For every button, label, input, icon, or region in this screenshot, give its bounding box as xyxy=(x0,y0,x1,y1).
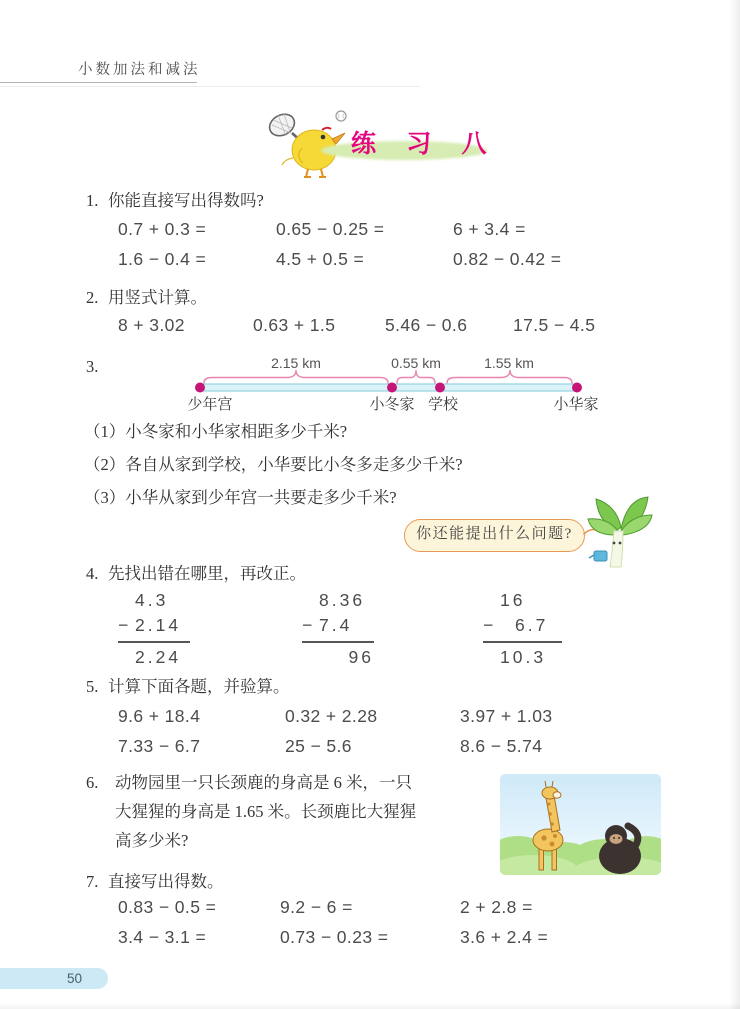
distance-label: 1.55 km xyxy=(484,355,534,371)
location-dot xyxy=(387,383,397,393)
location-label: 小冬家 xyxy=(369,397,415,413)
equation: 3.4 − 3.1 = xyxy=(118,927,207,947)
problem-6-number: 6. xyxy=(86,773,99,792)
problem-7-title: 直接写出得数。 xyxy=(108,872,224,891)
calc-result: 96 xyxy=(348,646,374,667)
calc-result: 10.3 xyxy=(500,646,547,667)
equation: 0.65 − 0.25 = xyxy=(276,219,385,239)
calc-operator: − xyxy=(118,615,129,635)
distance-number-line-diagram xyxy=(0,346,740,416)
problem-1-number: 1. xyxy=(86,191,99,210)
location-dot xyxy=(195,383,205,393)
vertical-calc-3 xyxy=(483,588,562,670)
problem-5-heading xyxy=(86,676,290,698)
equation: 17.5 − 4.5 xyxy=(513,315,596,335)
equation: 0.32 + 2.28 xyxy=(285,706,378,726)
calc-bottom: 6.7 xyxy=(515,615,549,635)
calc-top: 4.3 xyxy=(135,590,169,610)
problem-1-heading xyxy=(86,190,264,212)
problem-4-title: 先找出错在哪里，再改正。 xyxy=(108,564,306,583)
page-edge-shadow xyxy=(730,0,740,1009)
problem-3-question-3: （3）小华从家到少年宫一共要走多少千米? xyxy=(84,488,397,507)
calc-bottom: 2.14 xyxy=(135,615,182,635)
location-label: 学校 xyxy=(427,397,459,413)
brace-marks xyxy=(204,370,572,383)
problem-1-title: 你能直接写出得数吗? xyxy=(108,191,264,210)
equation: 1.6 − 0.4 = xyxy=(118,249,207,269)
problem-2-number: 2. xyxy=(86,288,99,307)
problem-4-heading xyxy=(86,563,306,585)
problem-5-number: 5. xyxy=(86,677,99,696)
equation: 0.63 + 1.5 xyxy=(253,315,336,335)
equation: 9.6 + 18.4 xyxy=(118,706,201,726)
equation: 8 + 3.02 xyxy=(118,315,185,335)
equation: 4.5 + 0.5 = xyxy=(276,249,365,269)
problem-3-number: 3. xyxy=(86,357,99,376)
cabbage-character-icon xyxy=(586,489,654,573)
problem-2-title: 用竖式计算。 xyxy=(108,288,207,307)
problem-7-heading xyxy=(86,871,224,893)
equation: 3.97 + 1.03 xyxy=(460,706,553,726)
vertical-calc-2 xyxy=(302,588,374,670)
equation: 2 + 2.8 = xyxy=(460,897,533,917)
distance-label: 2.15 km xyxy=(271,355,321,371)
problem-4-number: 4. xyxy=(86,564,99,583)
calc-operator: − xyxy=(302,615,313,635)
calc-bottom: 7.4 xyxy=(319,615,353,635)
problem-5-title: 计算下面各题，并验算。 xyxy=(108,677,290,696)
equation: 6 + 3.4 = xyxy=(453,219,526,239)
chapter-title: 小数加法和减法 xyxy=(78,62,201,78)
distance-label: 0.55 km xyxy=(391,355,441,371)
problem-6-heading xyxy=(86,772,108,794)
calc-rule xyxy=(118,641,190,643)
equation: 7.33 − 6.7 xyxy=(118,736,201,756)
problem-3-question-1: （1）小冬家和小华家相距多少千米? xyxy=(84,422,348,441)
location-label: 小华家 xyxy=(553,397,599,413)
equation: 0.7 + 0.3 = xyxy=(118,219,207,239)
calc-rule xyxy=(302,641,374,643)
location-dot xyxy=(435,383,445,393)
calc-rule xyxy=(483,641,562,643)
problem-3-question-2: （2）各自从家到学校，小华要比小冬多走多少千米? xyxy=(84,455,463,474)
problem-2-heading xyxy=(86,287,207,309)
problem-6-text-line: 大猩猩的身高是 1.65 米。长颈鹿比大猩猩 xyxy=(115,802,417,821)
exercise-title: 练 习 八 xyxy=(351,131,499,158)
equation: 8.6 − 5.74 xyxy=(460,736,543,756)
problem-6-text-line: 动物园里一只长颈鹿的身高是 6 米，一只 xyxy=(115,773,412,792)
location-dot xyxy=(572,383,582,393)
chapter-underline-faint xyxy=(0,86,420,87)
speech-bubble: 你还能提出什么问题? xyxy=(404,519,585,552)
equation: 3.6 + 2.4 = xyxy=(460,927,549,947)
chick-mascot-icon xyxy=(266,106,354,180)
page-bottom-shadow xyxy=(0,1003,740,1009)
page-number-badge: 50 xyxy=(0,968,108,989)
calc-top: 8.36 xyxy=(319,590,366,610)
calc-operator: − xyxy=(483,615,494,635)
calc-result: 2.24 xyxy=(135,646,182,667)
vertical-calc-1 xyxy=(118,588,190,670)
equation: 0.73 − 0.23 = xyxy=(280,927,389,947)
equation: 5.46 − 0.6 xyxy=(385,315,468,335)
location-label: 少年宫 xyxy=(187,397,233,413)
equation: 0.83 − 0.5 = xyxy=(118,897,217,917)
giraffe-gorilla-illustration xyxy=(500,774,661,875)
chapter-underline xyxy=(0,82,197,83)
problem-7-number: 7. xyxy=(86,872,99,891)
equation: 0.82 − 0.42 = xyxy=(453,249,562,269)
equation: 9.2 − 6 = xyxy=(280,897,353,917)
equation: 25 − 5.6 xyxy=(285,736,352,756)
problem-6-text-line: 高多少米? xyxy=(115,831,189,850)
calc-top: 16 xyxy=(500,590,526,610)
